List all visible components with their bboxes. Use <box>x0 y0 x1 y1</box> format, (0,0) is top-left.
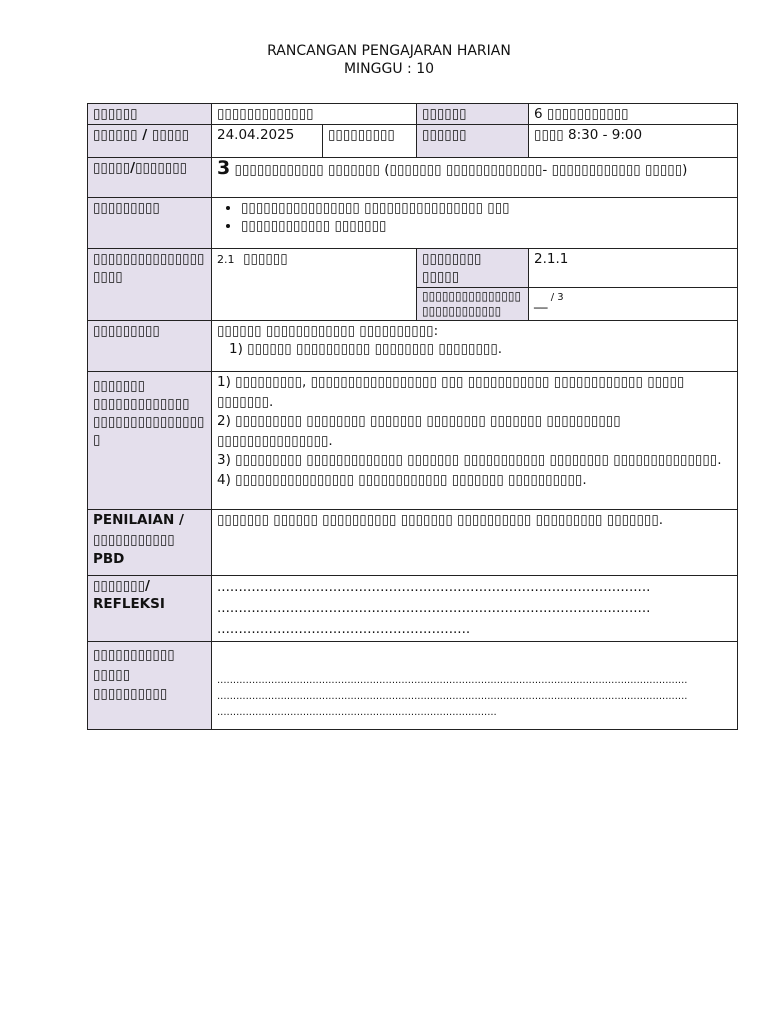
class-label: ▯▯▯▯▯▯ <box>417 104 529 125</box>
content-standard-value: ▯▯▯▯▯▯ <box>243 251 288 267</box>
reflection-dotted-line: ..................................................................................................... <box>217 579 651 595</box>
class-value: 6 ▯▯▯▯▯▯▯▯▯▯▯ <box>529 104 738 125</box>
time-label: ▯▯▯▯▯▯ <box>417 125 529 158</box>
reflection-dotted-line: ..................................................................................................... <box>217 600 651 616</box>
subject-row <box>88 104 738 125</box>
assessment-row <box>88 510 738 576</box>
day-value: ▯▯▯▯▯▯▯▯▯ <box>323 125 417 158</box>
lesson-plan-table <box>87 103 738 730</box>
time-value: ▯▯▯▯ 8:30 - 9:00 <box>529 125 738 158</box>
followup-dotted-line: .................................................................................................................................................... <box>217 675 688 686</box>
content-standard-cell <box>212 249 417 321</box>
assessment-label <box>88 510 212 576</box>
date-row <box>88 125 738 158</box>
followup-row <box>88 642 738 730</box>
focus-item: • ▯▯▯▯▯▯▯▯▯▯▯▯▯▯▯▯ ▯▯▯▯▯▯▯▯▯▯▯▯▯▯▯▯ ▯▯▯ <box>241 199 732 217</box>
activities-cell <box>212 372 738 510</box>
activity-item: 2) ▯▯▯▯▯▯▯▯▯ ▯▯▯▯▯▯▯▯ ▯▯▯▯▯▯▯ ▯▯▯▯▯▯▯▯ ▯▯▯▯▯▯▯ ▯▯▯▯▯▯▯▯▯▯ ▯▯▯▯▯▯▯▯▯▯▯▯▯▯▯. <box>217 413 621 449</box>
subject-label: ▯▯▯▯▯▯ <box>88 104 212 125</box>
activities-label: ▯▯▯▯▯▯▯ ▯▯▯▯▯▯▯▯▯▯▯▯▯ ▯▯▯▯▯▯▯▯▯▯▯▯▯▯▯▯ <box>88 372 212 510</box>
followup-dotted-line: ........................................................................................ <box>217 707 497 718</box>
followup-label: ▯▯▯▯▯▯▯▯▯▯▯ ▯▯▯▯▯ ▯▯▯▯▯▯▯▯▯▯ <box>88 642 212 730</box>
focus-label: ▯▯▯▯▯▯▯▯▯ <box>88 198 212 249</box>
objective-cell <box>212 321 738 372</box>
topic-number: 3 <box>217 157 231 179</box>
topic-row <box>88 158 738 198</box>
week-label: MINGGU : 10 <box>343 61 435 77</box>
followup-field[interactable] <box>212 642 738 730</box>
focus-row <box>88 198 738 249</box>
reflection-dotted-line: ........................................................... <box>217 621 471 637</box>
content-standard-number: 2.1 <box>217 253 235 266</box>
topic-label: ▯▯▯▯▯/▯▯▯▯▯▯▯ <box>88 158 212 198</box>
reflection-row <box>88 576 738 642</box>
objective-row <box>88 321 738 372</box>
objective-intro: ▯▯▯▯▯▯ ▯▯▯▯▯▯▯▯▯▯▯▯ ▯▯▯▯▯▯▯▯▯▯: <box>217 323 439 339</box>
objective-item: 1) ▯▯▯▯▯▯ ▯▯▯▯▯▯▯▯▯▯ ▯▯▯▯▯▯▯▯ ▯▯▯▯▯▯▯▯. <box>229 341 503 357</box>
focus-item: • ▯▯▯▯▯▯▯▯▯▯▯▯ ▯▯▯▯▯▯▯ <box>241 217 732 235</box>
followup-dotted-line: .................................................................................................................................................... <box>217 691 688 702</box>
subject-value: ▯▯▯▯▯▯▯▯▯▯▯▯▯ <box>212 104 417 125</box>
objective-label: ▯▯▯▯▯▯▯▯▯ <box>88 321 212 372</box>
learning-standard-label: ▯▯▯▯▯▯▯▯ ▯▯▯▯▯ <box>417 249 529 288</box>
reflection-label-line: ▯▯▯▯▯▯▯/ <box>93 578 150 594</box>
activity-item: 4) ▯▯▯▯▯▯▯▯▯▯▯▯▯▯▯▯ ▯▯▯▯▯▯▯▯▯▯▯▯ ▯▯▯▯▯▯▯ ▯▯▯▯▯▯▯▯▯▯. <box>217 471 587 488</box>
reflection-label <box>88 576 212 642</box>
performance-level-blank: __ <box>534 293 548 310</box>
learning-standard-value: 2.1.1 <box>529 249 738 288</box>
standard-row <box>88 249 738 288</box>
reflection-field[interactable] <box>212 576 738 642</box>
topic-value: ▯▯▯▯▯▯▯▯▯▯▯▯ ▯▯▯▯▯▯▯ (▯▯▯▯▯▯▯ ▯▯▯▯▯▯▯▯▯▯▯▯▯- ▯▯▯▯▯▯▯▯▯▯▯▯ ▯▯▯▯▯) <box>234 162 688 178</box>
assessment-label-line: ▯▯▯▯▯▯▯▯▯▯▯ <box>93 531 175 548</box>
focus-list <box>217 199 732 235</box>
content-standard-label: ▯▯▯▯▯▯▯▯▯▯▯▯▯▯▯▯▯▯▯ <box>88 249 212 321</box>
activities-row <box>88 372 738 510</box>
reflection-label-line: REFLEKSI <box>93 596 165 612</box>
topic-cell <box>212 158 738 198</box>
date-label: ▯▯▯▯▯▯ / ▯▯▯▯▯ <box>88 125 212 158</box>
assessment-value: ▯▯▯▯▯▯▯ ▯▯▯▯▯▯ ▯▯▯▯▯▯▯▯▯▯ ▯▯▯▯▯▯▯ ▯▯▯▯▯▯▯▯▯▯ ▯▯▯▯▯▯▯▯▯ ▯▯▯▯▯▯▯. <box>212 510 738 576</box>
focus-cell <box>212 198 738 249</box>
performance-level-value: / 3 <box>547 292 564 303</box>
document-header <box>0 42 768 78</box>
document-title: RANCANGAN PENGAJARAN HARIAN <box>267 43 511 59</box>
activity-item: 3) ▯▯▯▯▯▯▯▯▯ ▯▯▯▯▯▯▯▯▯▯▯▯▯ ▯▯▯▯▯▯▯ ▯▯▯▯▯▯▯▯▯▯▯ ▯▯▯▯▯▯▯▯ ▯▯▯▯▯▯▯▯▯▯▯▯▯▯. <box>217 452 722 468</box>
performance-level-cell <box>529 288 738 321</box>
assessment-label-line: PENILAIAN / <box>93 512 184 528</box>
assessment-label-line: PBD <box>93 551 125 567</box>
activity-item: 1) ▯▯▯▯▯▯▯▯▯, ▯▯▯▯▯▯▯▯▯▯▯▯▯▯▯▯▯ ▯▯▯ ▯▯▯▯▯▯▯▯▯▯▯ ▯▯▯▯▯▯▯▯▯▯▯▯ ▯▯▯▯▯ ▯▯▯▯▯▯▯. <box>217 374 685 410</box>
date-value: 24.04.2025 <box>212 125 323 158</box>
performance-level-label: ▯▯▯▯▯▯▯▯▯▯▯▯▯▯▯ ▯▯▯▯▯▯▯▯▯▯▯▯ <box>417 288 529 321</box>
